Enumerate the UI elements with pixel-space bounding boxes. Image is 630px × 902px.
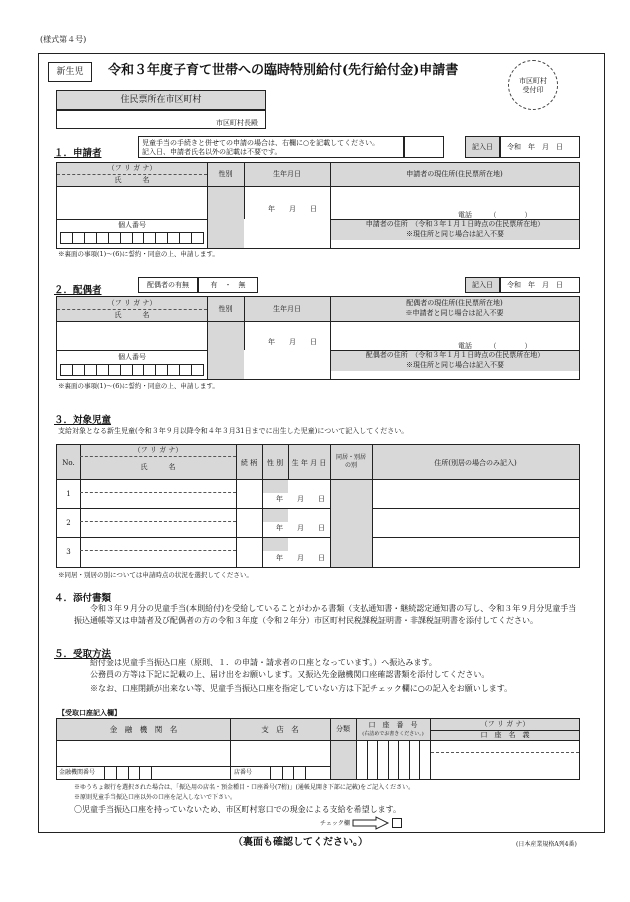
branch-code-input[interactable] — [270, 767, 306, 779]
section4-heading: ４．添付書類 — [54, 593, 112, 604]
acct-bank-code: 金融機関番号 — [59, 769, 96, 776]
s3-birth-input[interactable]: 年 月 日 — [276, 495, 325, 503]
s1-name-input[interactable] — [57, 187, 207, 219]
s1-personal-number[interactable] — [60, 232, 204, 244]
date-label: 記入日 — [465, 136, 500, 158]
acct-no-sub: (右詰めでお書きください。) — [362, 731, 424, 737]
s5-line3: ※なお、口座閉鎖が出来ない等、児童手当振込口座を指定していない方は下記チェック欄に○の記入をお願いします。 — [90, 684, 513, 693]
s3-birth-label: 生 年 月 日 — [291, 459, 327, 467]
residence-box: 住民票所在市区町村 — [56, 90, 266, 110]
s3-col-no: No. — [62, 459, 75, 467]
size-note: (日本産業規格A列4番) — [516, 841, 577, 848]
s1-furigana: （フ リ ガ ナ） — [107, 164, 157, 172]
section5-heading: ５．受取方法 — [54, 649, 112, 660]
s2-birth-input[interactable]: 年 月 日 — [268, 338, 317, 346]
s3-birth-era — [263, 480, 288, 493]
s1-address-label: 申請者の現住所(住民票所在地) — [406, 170, 503, 178]
check-label: チェック欄 — [320, 820, 350, 827]
receipt-stamp: 市区町村 受付印 — [508, 60, 558, 110]
acct-line — [430, 719, 431, 779]
s3-birth-era — [263, 538, 288, 551]
s2-line — [244, 297, 245, 350]
s2-agree: ※裏面の事項(1)～(6)に誓約・同意の上、申請します。 — [58, 382, 219, 390]
s2-addr2: 配偶者の住所 （令和３年１月１日時点の住民票所在地） — [365, 351, 545, 359]
note-box: 児童手当の手続きと併せての申請の場合は、右欄に○を記載してください。 記入日、申請者氏名以外の記載は不要です。 — [138, 136, 404, 158]
cash-checkbox[interactable] — [392, 818, 402, 828]
acct-branch-code: 店番号 — [234, 769, 253, 776]
s3-dash — [80, 521, 236, 522]
s3-address-label: 住所(別居の場合のみ記入) — [434, 459, 517, 467]
s1-phone[interactable]: 電話 （ ） — [458, 211, 532, 219]
section3-heading: ３．対象児童 — [54, 415, 112, 426]
form-number: (様式第４号) — [40, 35, 87, 44]
s2-gender-input[interactable] — [208, 322, 244, 379]
section1-heading: １．申請者 — [54, 148, 102, 159]
s2-birth-label: 生年月日 — [273, 305, 301, 313]
s1-line — [57, 219, 207, 220]
s2-yes-no[interactable]: 有 ・ 無 — [198, 277, 258, 293]
s2-personal-number[interactable] — [60, 364, 204, 376]
s2-address-label: 配偶者の現住所(住民票所在地) — [406, 299, 503, 307]
date-field[interactable]: 令和 年 月 日 — [500, 136, 580, 158]
s3-relation-label: 続 柄 — [240, 459, 258, 467]
s5-line2: 公務員の方等は下記に記載の上、届け出をお願いします。又振込先金融機関口座確認書類を添付してください。 — [90, 670, 490, 679]
s3-dash — [80, 492, 236, 493]
s1-name-label: 氏 名 — [114, 176, 150, 184]
s2-pn-label: 個人番号 — [118, 353, 146, 361]
arrow-right-icon — [352, 816, 390, 832]
s1-gender-input[interactable] — [208, 187, 244, 248]
footer-note: （裏面も確認してください。） — [233, 837, 368, 848]
mayor-label: 市区町村長殿 — [216, 119, 258, 127]
s2-gender-label: 性別 — [218, 305, 233, 313]
section2-heading: ２．配偶者 — [54, 285, 102, 296]
category-box: 新生児 — [48, 62, 92, 82]
bank-code-input[interactable] — [104, 767, 152, 779]
s1-birth-input[interactable]: 年 月 日 — [268, 205, 317, 213]
s2-date-field[interactable]: 令和 年 月 日 — [500, 277, 580, 293]
s2-name-label: 氏 名 — [114, 311, 150, 319]
acct-type-input[interactable] — [331, 741, 356, 779]
s3-birth-input[interactable]: 年 月 日 — [276, 524, 325, 532]
s3-name-label: 氏 名 — [140, 463, 176, 471]
s3-dash — [80, 550, 236, 551]
acct-dash — [431, 752, 579, 753]
s5-note1: ※ゆうちょ銀行を選択された場合は、「振込用の店名・預金種目・口座番号(7桁)」(通帳見開き下部に記載)をご記入ください。 — [74, 784, 415, 791]
acct-bank-label: 金 融 機 関 名 — [109, 725, 178, 734]
s3-cohab-input[interactable] — [331, 480, 372, 567]
s5-account-label: 【受取口座記入欄】 — [58, 708, 121, 717]
page-title: 令和３年度子育て世帯への臨時特別給付(先行給付金)申請書 — [108, 63, 459, 78]
s2-addr2b: ※現住所と同じ場合は記入不要 — [406, 361, 504, 369]
s3-note: ※同居・別居の別については申請時点の状況を選択してください。 — [58, 571, 253, 579]
s2-has-spouse: 配偶者の有無 — [138, 277, 198, 293]
s2-name-input[interactable] — [57, 322, 207, 350]
s2-line — [57, 350, 207, 351]
acct-holder-label: 口 座 名 義 — [480, 731, 530, 739]
s5-line1: 給付金は児童手当振込口座（原則、１．の申請・請求者の口座となっています。）へ振込みます。 — [90, 658, 437, 667]
s3-row-no: 1 — [66, 490, 71, 498]
s2-dash — [57, 309, 207, 310]
s3-cohab-label: 同居・別居 の別 — [335, 454, 366, 469]
s1-addr2: 申請者の住所 （令和３年１月１日時点の住民票所在地） — [365, 220, 545, 228]
s2-phone[interactable]: 電話 （ ） — [458, 342, 532, 350]
s2-address-label-b: ※申請者と同じ場合は記入不要 — [405, 309, 504, 317]
s3-birth-input[interactable]: 年 月 日 — [276, 554, 325, 562]
account-number-input[interactable] — [357, 741, 430, 779]
s3-birth-era — [263, 509, 288, 522]
s5-cash: 〇児童手当振込口座を持っていないため、市区町村窓口での現金による支給を希望します。 — [74, 805, 402, 814]
s1-gender-label: 性別 — [218, 170, 233, 178]
s1-addr2b: ※現住所と同じ場合は記入不要 — [406, 230, 504, 238]
acct-type-label: 分類 — [336, 725, 350, 733]
s1-agree: ※裏面の事項(1)～(6)に誓約・同意の上、申請します。 — [58, 250, 219, 258]
s3-furigana: （フ リ ガ ナ） — [133, 446, 183, 454]
s2-date-label: 記入日 — [465, 277, 500, 293]
acct-branch-label: 支 店 名 — [261, 725, 299, 734]
acct-kana-label: （フ リ ガ ナ） — [480, 720, 530, 728]
s3-intro: 支給対象となる新生児童(令和３年９月以降令和４年３月31日までに出生した児童)について記入してください。 — [58, 427, 409, 435]
s3-gender-label: 性 別 — [266, 459, 284, 467]
s5-note2: ※原則児童手当振込口座以外の口座を記入しないで下さい。 — [74, 794, 237, 801]
s1-pn-label: 個人番号 — [118, 221, 146, 229]
check-cell-top[interactable] — [404, 136, 444, 158]
s3-line — [57, 537, 579, 538]
s2-furigana: （フ リ ガ ナ） — [107, 299, 157, 307]
s1-birth-label: 生年月日 — [273, 170, 301, 178]
s3-dash — [80, 456, 236, 457]
acct-line — [57, 740, 579, 741]
s3-line — [57, 508, 579, 509]
acct-no-label: 口 座 番 号 — [368, 721, 418, 729]
s4-text: 令和３年９月分の児童手当(本則給付)を受給していることがわかる書類（支払通知書・継続認定通知書の写し、令和３年９月分児童手当振込通帳等又は申請者及び配偶者の方の令和３年度（令和２年分）市区町村民税課税証明書・非課税証明書を添付してください。 — [74, 604, 577, 626]
s3-row-no: 2 — [66, 519, 71, 527]
s1-dash — [57, 174, 207, 175]
s3-line — [57, 479, 579, 480]
s3-row-no: 3 — [66, 548, 71, 556]
